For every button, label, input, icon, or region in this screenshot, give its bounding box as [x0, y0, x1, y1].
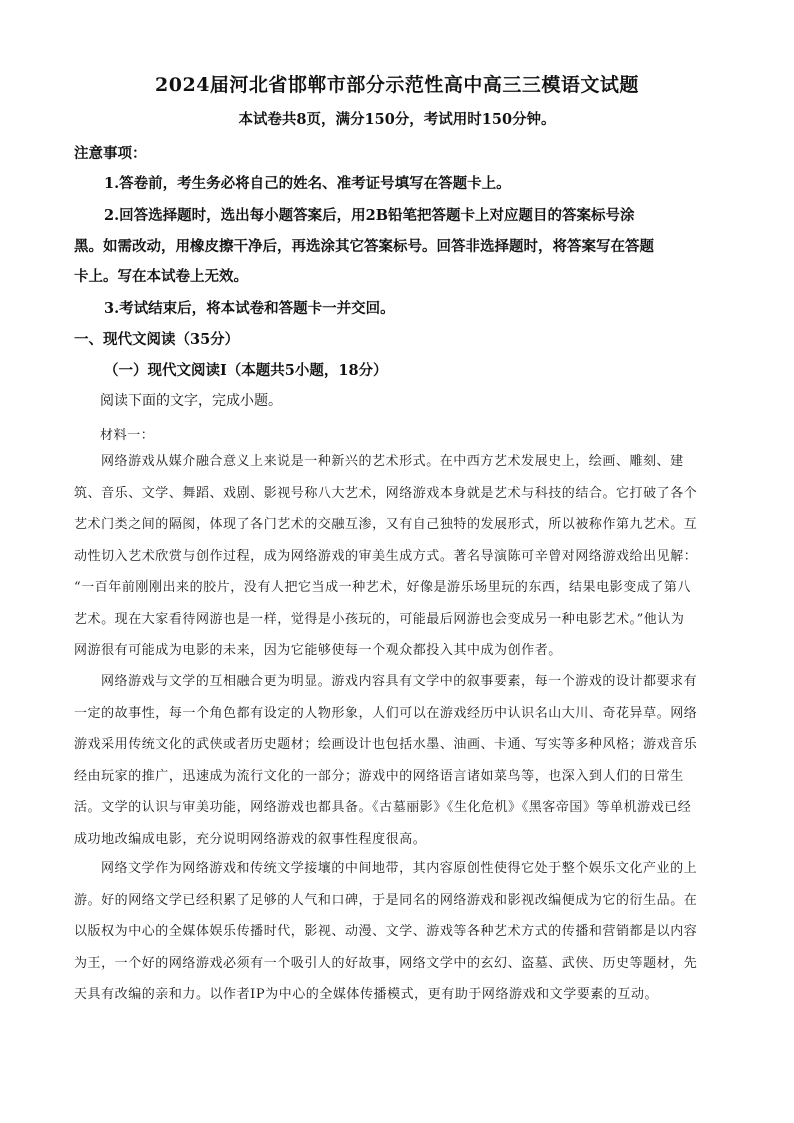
reading-instruction: 阅读下面的文字，完成小题。: [100, 393, 282, 409]
paragraph-line: 动性切入艺术欣赏与创作过程，成为网络游戏的审美生成方式。著名导演陈可辛曾对网络游戏给出见解：: [74, 548, 698, 564]
paragraph-2: [74, 666, 724, 855]
paragraph-line: 艺术门类之间的隔阂，体现了各门艺术的交融互渗，又有自己独特的发展形式，所以被称作第九艺术。互: [74, 517, 698, 532]
notice-item-2-line-1: 2.回答选择题时，选出每小题答案后，用2B铅笔把答题卡上对应题目的答案标号涂: [104, 207, 635, 224]
paragraph-line: 网络游戏与文学的互相融合更为明显。游戏内容具有文学中的叙事要素，每一个游戏的设计都要求有: [101, 674, 698, 689]
subsection-heading: （一）现代文阅读Ⅰ（本题共5小题，18分）: [104, 362, 388, 379]
paragraph-1: [74, 446, 724, 667]
notice-item-3: 3.考试结束后，将本试卷和答题卡一并交回。: [104, 300, 395, 317]
material-label: 材料一：: [100, 428, 155, 443]
notice-item-2-line-2: 黑。如需改动，用橡皮擦干净后，再选涂其它答案标号。回答非选择题时，将答案写在答题: [74, 238, 654, 255]
notice-item-2-line-3: 卡上。写在本试卷上无效。: [74, 268, 248, 285]
paragraph-line: 网游很有可能成为电影的未来，因为它能够使每一个观众都投入其中成为创作者。: [74, 643, 562, 658]
paragraph-line: 艺术。现在大家看待网游也是一样，觉得是小孩玩的，可能最后网游也会变成另一种电影艺术。”他认为: [74, 611, 685, 627]
paragraph-line: 成功地改编成电影，充分说明网络游戏的叙事性程度很高。: [74, 831, 427, 847]
paragraph-line: 网络文学作为网络游戏和传统文学接壤的中间地带，其内容原创性使得它处于整个娱乐文化产业的上: [101, 861, 698, 876]
paragraph-line: 一定的故事性，每一个角色都有设定的人物形象，人们可以在游戏经历中认识名山大川、奇花异草。网络: [74, 705, 698, 721]
paragraph-line: 经由玩家的推广，迅速成为流行文化的一部分；游戏中的网络语言诸如菜鸟等，也深入到人们的日常生: [74, 768, 684, 784]
exam-info: 本试卷共8页，满分150分，考试用时150分钟。: [238, 111, 556, 128]
section-heading: 一、现代文阅读（35分）: [74, 331, 240, 348]
paragraph-line: 为王，一个好的网络游戏必须有一个吸引人的好故事，网络文学中的玄幻、盗墓、武侠、历史等题材，先: [74, 955, 698, 971]
paragraph-3: [74, 853, 724, 1011]
notice-item-1: 1.答卷前，考生务必将自己的姓名、准考证号填写在答题卡上。: [104, 175, 511, 192]
page-title: 2024届河北省邯郸市部分示范性高中高三三模语文试题: [155, 74, 639, 96]
paragraph-line: 活。文学的认识与审美功能，网络游戏也都具备。《古墓丽影》《生化危机》《黑客帝国》等单机游戏已经: [74, 800, 692, 815]
paragraph-line: 筑、音乐、文学、舞蹈、戏剧、影视号称八大艺术，网络游戏本身就是艺术与科技的结合。它打破了各个: [74, 485, 698, 501]
paragraph-line: 游。好的网络文学已经积累了足够的人气和口碑，于是同名的网络游戏和影视改编便成为它的衍生品。在: [74, 892, 698, 908]
paragraph-line: 以版权为中心的全媒体娱乐传播时代，影视、动漫、文学、游戏等各种艺术方式的传播和营销都是以内容: [74, 924, 698, 939]
paragraph-line: 网络游戏从媒介融合意义上来说是一种新兴的艺术形式。在中西方艺术发展史上，绘画、雕刻、建: [101, 454, 684, 469]
paragraph-line: 游戏采用传统文化的武侠或者历史题材；绘画设计也包括水墨、油画、卡通、写实等多种风格；游戏音乐: [74, 737, 698, 752]
notice-heading: 注意事项：: [74, 145, 147, 162]
paragraph-line: 天具有改编的亲和力。以作者IP为中心的全媒体传播模式，更有助于网络游戏和文学要素的互动。: [74, 987, 659, 1002]
paragraph-line: “一百年前刚刚出来的胶片，没有人把它当成一种艺术，好像是游乐场里玩的东西，结果电影变成了第八: [74, 580, 691, 595]
